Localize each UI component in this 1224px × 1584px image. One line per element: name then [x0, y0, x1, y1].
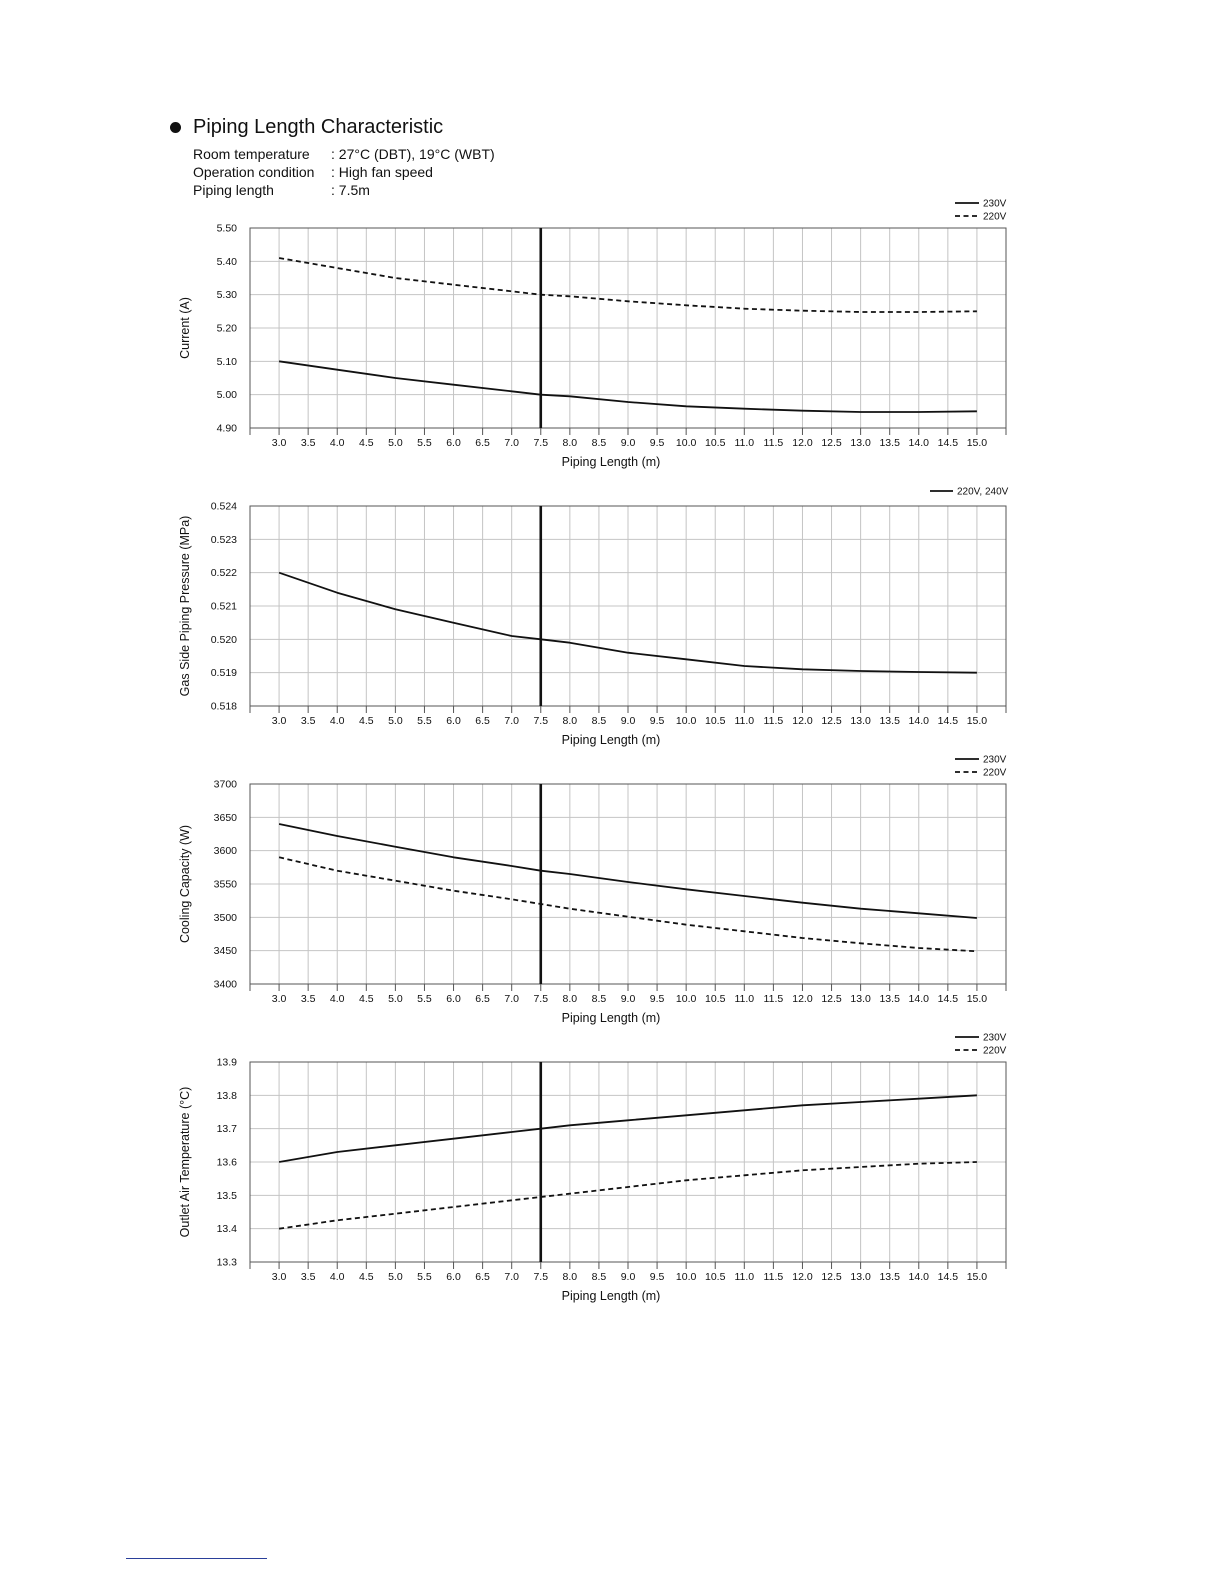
x-tick-label: 5.5: [417, 1271, 432, 1283]
x-tick-label: 10.5: [705, 1271, 726, 1283]
y-tick-label: 0.521: [210, 600, 237, 613]
x-tick-label: 11.0: [734, 715, 755, 727]
condition-label: Room temperature: [193, 146, 310, 162]
y-tick-label: 3700: [213, 778, 237, 791]
x-tick-label: 12.5: [821, 1271, 842, 1283]
y-tick-label: 3500: [213, 911, 237, 924]
x-tick-label: 10.5: [705, 993, 726, 1005]
x-tick-label: 12.5: [821, 993, 842, 1005]
x-tick-label: 4.5: [359, 437, 374, 449]
x-tick-label: 13.5: [879, 1271, 900, 1283]
y-axis-label: Cooling Capacity (W): [178, 824, 192, 944]
x-tick-label: 11.5: [763, 1271, 784, 1283]
x-tick-label: 5.5: [417, 993, 432, 1005]
legend-label: 220V, 240V: [957, 486, 1009, 498]
x-tick-label: 5.5: [417, 715, 432, 727]
y-tick-label: 5.40: [216, 255, 237, 268]
y-tick-label: 13.3: [216, 1256, 237, 1269]
legend-label: 220V: [983, 1045, 1007, 1057]
x-tick-label: 6.5: [475, 993, 490, 1005]
y-tick-label: 13.8: [216, 1089, 237, 1102]
y-tick-label: 4.90: [216, 422, 237, 435]
legend-label: 230V: [983, 198, 1007, 210]
x-tick-label: 9.5: [649, 993, 665, 1005]
x-tick-label: 14.0: [908, 715, 929, 727]
x-tick-label: 6.0: [446, 993, 461, 1005]
x-tick-label: 12.0: [792, 437, 813, 449]
y-axis-label: Current (A): [178, 297, 192, 359]
x-tick-label: 14.5: [937, 1271, 959, 1283]
y-tick-label: 13.7: [216, 1123, 237, 1136]
x-tick-label: 9.5: [649, 1271, 665, 1283]
x-tick-label: 14.0: [908, 1271, 929, 1283]
condition-value: : 7.5m: [331, 182, 370, 198]
condition-label: Piping length: [193, 182, 274, 198]
x-tick-label: 5.0: [388, 1271, 403, 1283]
x-tick-label: 12.5: [821, 437, 842, 449]
x-tick-label: 6.5: [475, 715, 490, 727]
x-tick-label: 8.0: [562, 437, 578, 449]
x-tick-label: 11.0: [734, 437, 755, 449]
x-tick-label: 10.5: [705, 715, 726, 727]
x-tick-label: 3.0: [271, 993, 287, 1005]
x-axis-label: Piping Length (m): [561, 733, 661, 747]
y-axis-label: Outlet Air Temperature (°C): [178, 1086, 192, 1238]
legend-label: 230V: [983, 1032, 1007, 1044]
x-tick-label: 9.0: [620, 993, 636, 1005]
chart-2: [178, 487, 1009, 748]
x-tick-label: 5.0: [388, 715, 403, 727]
x-tick-label: 9.5: [649, 437, 665, 449]
x-tick-label: 4.0: [329, 993, 345, 1005]
y-tick-label: 3650: [213, 811, 237, 824]
y-axis-label: Gas Side Piping Pressure (MPa): [178, 515, 192, 697]
x-tick-label: 13.5: [879, 715, 900, 727]
x-tick-label: 3.0: [271, 1271, 287, 1283]
x-tick-label: 4.5: [359, 993, 374, 1005]
x-tick-label: 4.0: [329, 437, 345, 449]
y-tick-label: 3450: [213, 945, 237, 958]
x-tick-label: 7.0: [504, 437, 519, 449]
x-tick-label: 8.0: [562, 993, 578, 1005]
y-tick-label: 0.522: [210, 567, 237, 580]
x-tick-label: 7.5: [533, 993, 549, 1005]
x-axis-label: Piping Length (m): [561, 455, 661, 469]
x-tick-label: 12.0: [792, 715, 813, 727]
condition-value: : 27°C (DBT), 19°C (WBT): [331, 146, 495, 162]
x-tick-label: 15.0: [966, 1271, 988, 1283]
x-tick-label: 14.0: [908, 993, 929, 1005]
x-tick-label: 10.0: [675, 437, 697, 449]
x-tick-label: 8.0: [562, 1271, 578, 1283]
x-tick-label: 10.0: [675, 715, 697, 727]
y-tick-label: 3550: [213, 878, 237, 891]
x-tick-label: 7.0: [504, 715, 519, 727]
x-tick-label: 7.5: [533, 1271, 549, 1283]
x-tick-label: 15.0: [966, 437, 988, 449]
x-tick-label: 6.5: [475, 1271, 490, 1283]
x-tick-label: 6.5: [475, 437, 490, 449]
y-tick-label: 3600: [213, 845, 237, 858]
x-tick-label: 12.0: [792, 1271, 813, 1283]
x-tick-label: 9.0: [620, 715, 636, 727]
legend-label: 220V: [983, 767, 1007, 779]
x-tick-label: 12.5: [821, 715, 842, 727]
x-tick-label: 14.0: [908, 437, 929, 449]
x-tick-label: 13.0: [850, 437, 871, 449]
x-tick-label: 3.0: [271, 437, 287, 449]
x-tick-label: 4.0: [329, 1271, 345, 1283]
x-tick-label: 15.0: [966, 715, 988, 727]
x-tick-label: 13.5: [879, 437, 900, 449]
x-tick-label: 10.0: [675, 1271, 697, 1283]
x-tick-label: 11.5: [763, 993, 784, 1005]
y-tick-label: 0.518: [210, 700, 237, 713]
x-tick-label: 13.0: [850, 1271, 871, 1283]
page-title: Piping Length Characteristic: [193, 116, 444, 138]
x-axis-label: Piping Length (m): [561, 1289, 661, 1303]
x-tick-label: 4.5: [359, 1271, 374, 1283]
y-tick-label: 3400: [213, 978, 237, 991]
x-tick-label: 8.5: [591, 437, 607, 449]
chart-3: [178, 755, 1007, 1026]
y-tick-label: 0.519: [210, 667, 237, 680]
y-tick-label: 0.520: [210, 633, 237, 646]
x-tick-label: 7.0: [504, 1271, 519, 1283]
x-tick-label: 3.0: [271, 715, 287, 727]
y-tick-label: 5.50: [216, 222, 237, 235]
y-tick-label: 13.9: [216, 1056, 237, 1069]
x-tick-label: 9.5: [649, 715, 665, 727]
x-tick-label: 10.5: [705, 437, 726, 449]
x-tick-label: 8.5: [591, 1271, 607, 1283]
x-tick-label: 7.0: [504, 993, 519, 1005]
y-tick-label: 13.5: [216, 1189, 237, 1202]
x-tick-label: 11.0: [734, 1271, 755, 1283]
x-tick-label: 9.0: [620, 1271, 636, 1283]
x-tick-label: 13.5: [879, 993, 900, 1005]
x-tick-label: 12.0: [792, 993, 813, 1005]
x-tick-label: 3.5: [300, 1271, 316, 1283]
x-tick-label: 14.5: [937, 715, 959, 727]
x-tick-label: 8.5: [591, 715, 607, 727]
x-tick-label: 7.5: [533, 437, 549, 449]
y-tick-label: 13.4: [216, 1223, 237, 1236]
chart-4: [178, 1033, 1007, 1304]
x-tick-label: 13.0: [850, 715, 871, 727]
x-axis-label: Piping Length (m): [561, 1011, 661, 1025]
footer-divider: [126, 1558, 267, 1559]
y-tick-label: 5.30: [216, 289, 237, 302]
x-tick-label: 3.5: [300, 715, 316, 727]
y-tick-label: 0.523: [210, 533, 237, 546]
x-tick-label: 8.5: [591, 993, 607, 1005]
x-tick-label: 13.0: [850, 993, 871, 1005]
x-tick-label: 6.0: [446, 437, 461, 449]
condition-value: : High fan speed: [331, 164, 433, 180]
legend-label: 220V: [983, 211, 1007, 223]
x-tick-label: 11.5: [763, 715, 784, 727]
y-tick-label: 5.00: [216, 389, 237, 402]
y-tick-label: 13.6: [216, 1156, 237, 1169]
x-tick-label: 7.5: [533, 715, 549, 727]
y-tick-label: 5.10: [216, 355, 237, 368]
x-tick-label: 14.5: [937, 993, 959, 1005]
x-tick-label: 6.0: [446, 1271, 461, 1283]
x-tick-label: 10.0: [675, 993, 697, 1005]
x-tick-label: 9.0: [620, 437, 636, 449]
y-tick-label: 0.524: [210, 500, 237, 513]
x-tick-label: 11.5: [763, 437, 784, 449]
x-tick-label: 4.5: [359, 715, 374, 727]
x-tick-label: 5.0: [388, 993, 403, 1005]
chart-1: [178, 199, 1007, 470]
x-tick-label: 8.0: [562, 715, 578, 727]
x-tick-label: 4.0: [329, 715, 345, 727]
x-tick-label: 3.5: [300, 437, 316, 449]
y-tick-label: 5.20: [216, 322, 237, 335]
legend-label: 230V: [983, 754, 1007, 766]
x-tick-label: 15.0: [966, 993, 988, 1005]
x-tick-label: 6.0: [446, 715, 461, 727]
x-tick-label: 14.5: [937, 437, 959, 449]
condition-label: Operation condition: [193, 164, 315, 180]
x-tick-label: 11.0: [734, 993, 755, 1005]
x-tick-label: 5.5: [417, 437, 432, 449]
x-tick-label: 5.0: [388, 437, 403, 449]
x-tick-label: 3.5: [300, 993, 316, 1005]
